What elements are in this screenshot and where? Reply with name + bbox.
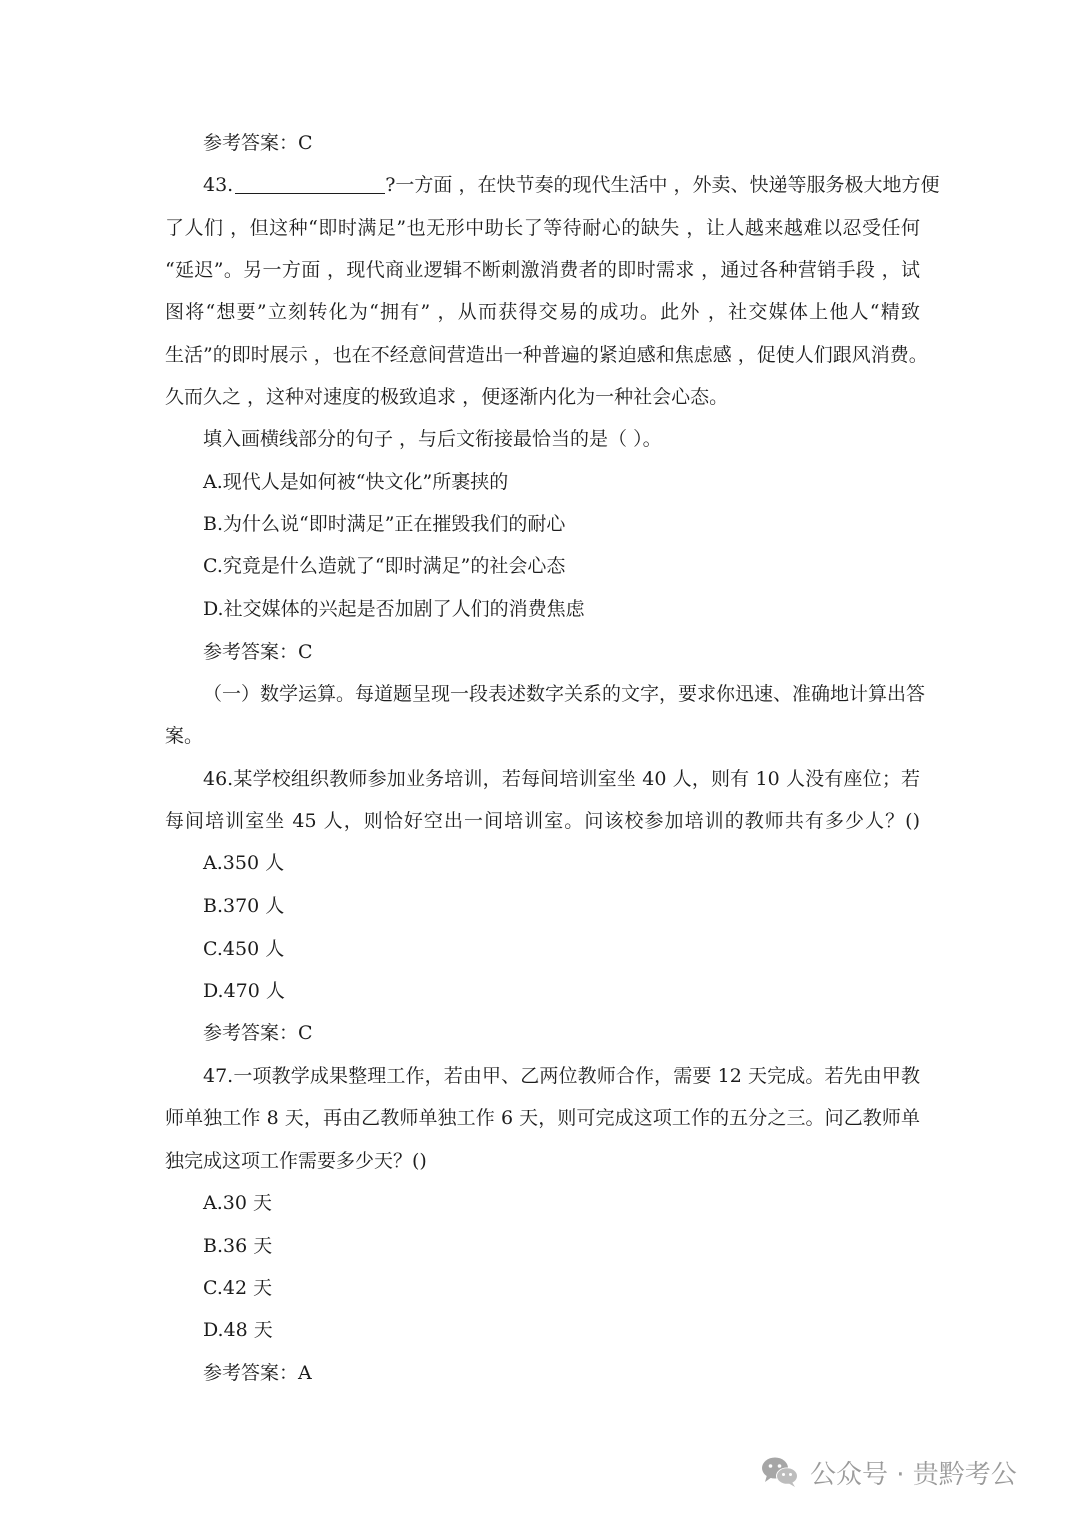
answer-q43: 参考答案：C bbox=[203, 641, 313, 663]
q43-line-1 bbox=[203, 173, 940, 197]
q46-option-c: C.450 人 bbox=[203, 938, 285, 960]
q46-line-2: 每间培训室坐 45 人，则恰好空出一间培训室。问该校参加培训的教师共有多少人？() bbox=[165, 810, 920, 832]
section-heading-line-1: （一）数学运算。每道题呈现一段表述数字关系的文字，要求你迅速、准确地计算出答 bbox=[203, 683, 926, 705]
answer-q42: 参考答案：C bbox=[203, 132, 313, 154]
q43-line-3: “延迟”。另一方面 ，现代商业逻辑不断刺激消费者的即时需求 ，通过各种营销手段 ，试 bbox=[165, 259, 920, 281]
q43-line-1-text: ?一方面 ，在快节奏的现代生活中 ，外卖、快递等服务极大地方便 bbox=[385, 174, 940, 196]
q43-line-6: 久而久之 ，这种对速度的极致追求 ，便逐渐内化为一种社会心态。 bbox=[165, 386, 729, 408]
q43-prompt: 填入画横线部分的句子 ，与后文衔接最恰当的是（ ）。 bbox=[203, 428, 662, 450]
q43-option-c: C.究竟是什么造就了“即时满足”的社会心态 bbox=[203, 555, 566, 577]
answer-q47: 参考答案：A bbox=[203, 1362, 312, 1384]
q43-option-a: A.现代人是如何被“快文化”所裹挟的 bbox=[203, 471, 509, 493]
q46-option-d: D.470 人 bbox=[203, 980, 285, 1002]
q47-option-b: B.36 天 bbox=[203, 1235, 273, 1257]
section-heading-line-2: 案。 bbox=[165, 725, 204, 747]
q43-line-4: 图将“想要”立刻转化为“拥有” ，从而获得交易的成功。此外 ，社交媒体上他人“精致 bbox=[165, 301, 920, 323]
q46-option-a: A.350 人 bbox=[203, 852, 285, 874]
wechat-icon bbox=[760, 1455, 800, 1489]
q47-line-1: 47.一项教学成果整理工作，若由甲、乙两位教师合作，需要 12 天完成。若先由甲教 bbox=[203, 1065, 920, 1087]
q43-number: 43. bbox=[203, 174, 234, 196]
q43-line-5: 生活”的即时展示 ，也在不经意间营造出一种普遍的紧迫感和焦虑感 ，促使人们跟风消费。 bbox=[165, 344, 928, 366]
q46-line-1: 46.某学校组织教师参加业务培训，若每间培训室坐 40 人，则有 10 人没有座位；若 bbox=[203, 768, 920, 790]
watermark bbox=[760, 1454, 1017, 1490]
q47-line-2: 师单独工作 8 天，再由乙教师单独工作 6 天，则可完成这项工作的五分之三。问乙教师单 bbox=[165, 1107, 920, 1129]
q43-option-d: D.社交媒体的兴起是否加剧了人们的消费焦虑 bbox=[203, 598, 585, 620]
q47-line-3: 独完成这项工作需要多少天？() bbox=[165, 1150, 427, 1172]
q46-option-b: B.370 人 bbox=[203, 895, 285, 917]
watermark-text: 公众号 · 贵黔考公 bbox=[810, 1459, 1017, 1490]
q47-option-d: D.48 天 bbox=[203, 1319, 273, 1341]
q47-option-a: A.30 天 bbox=[203, 1192, 272, 1214]
q43-option-b: B.为什么说“即时满足”正在摧毁我们的耐心 bbox=[203, 513, 566, 535]
answer-q46: 参考答案：C bbox=[203, 1022, 313, 1044]
fill-in-blank bbox=[235, 174, 385, 194]
q47-option-c: C.42 天 bbox=[203, 1277, 273, 1299]
q43-line-2: 了人们 ，但这种“即时满足”也无形中助长了等待耐心的缺失 ，让人越来越难以忍受任何 bbox=[165, 217, 920, 239]
